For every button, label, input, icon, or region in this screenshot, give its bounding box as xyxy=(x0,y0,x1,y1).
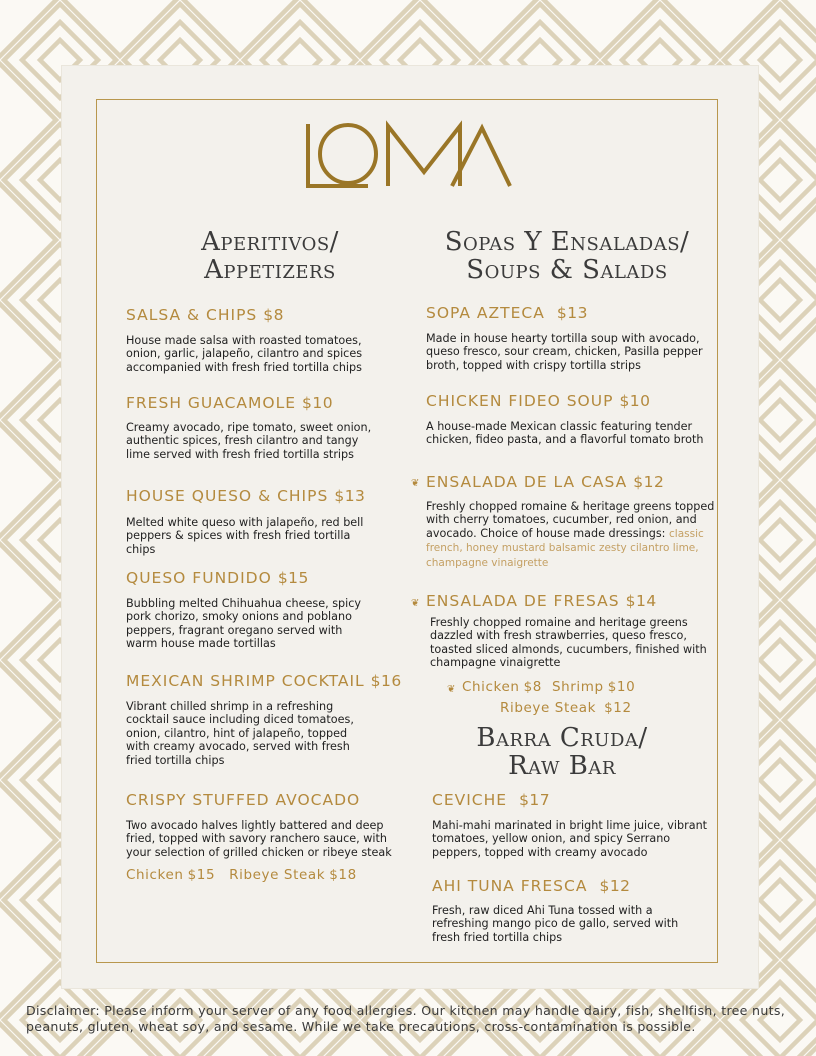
soups-title xyxy=(412,228,722,284)
item-price: $10 xyxy=(302,394,334,412)
item-name: HOUSE QUESO & CHIPS xyxy=(126,487,329,505)
item-description: A house-made Mexican classic featuring tender chicken, fideo pasta, and a flavorful tomato broth xyxy=(426,420,704,447)
item-price: $8 xyxy=(263,306,285,324)
addon-price: $8 xyxy=(523,679,542,695)
soups-title-line2: Soups & Salads xyxy=(466,255,668,285)
item-description: Freshly chopped romaine and heritage greens dazzled with fresh strawberries, queso fresco, toasted sliced almonds, cucumbers, finished with champagne vinaigrette xyxy=(430,616,707,670)
menu-item xyxy=(426,592,657,610)
item-name: CRISPY STUFFED AVOCADO xyxy=(126,791,361,809)
addon-label: Ribeye Steak xyxy=(500,700,597,716)
menu-item xyxy=(126,791,360,809)
item-price: $13 xyxy=(334,487,366,505)
item-name: MEXICAN SHRIMP COCKTAIL xyxy=(126,672,365,690)
item-price: $16 xyxy=(370,672,402,690)
addon-price: $12 xyxy=(604,700,632,716)
menu-item xyxy=(126,569,309,587)
item-description: Melted white queso with jalapeño, red bell peppers & spices with fresh fried tortilla chips xyxy=(126,516,364,556)
item-price: $17 xyxy=(519,791,551,809)
item-name: ENSALADA DE LA CASA xyxy=(426,473,628,491)
loma-logo xyxy=(302,120,514,192)
addon-label: Chicken xyxy=(462,679,520,695)
salad-addons xyxy=(462,679,639,695)
raw-bar-title xyxy=(432,724,692,780)
salad-addons-ribeye xyxy=(500,700,636,716)
menu-item xyxy=(432,791,550,809)
addon-label: Shrimp xyxy=(551,679,604,695)
menu-item xyxy=(432,877,631,895)
menu-item xyxy=(426,304,588,322)
item-price: $10 xyxy=(619,392,651,410)
soups-title-line1: Sopas Y Ensaladas/ xyxy=(444,227,690,257)
menu-item xyxy=(426,473,664,491)
leaf-icon: ❦ xyxy=(411,598,420,609)
menu-item xyxy=(126,672,402,690)
menu-item xyxy=(426,392,651,410)
allergy-disclaimer: Disclaimer: Please inform your server of any food allergies. Our kitchen may handle dairy, fish, shellfish, tree nuts, peanuts, gluten, wheat soy, and sesame. While we take precautions, cross-contamination is possible. xyxy=(26,1003,786,1034)
item-name: QUESO FUNDIDO xyxy=(126,569,272,587)
option-label: Chicken xyxy=(126,867,184,883)
item-description-text: Freshly chopped romaine & heritage greens topped with cherry tomatoes, cucumber, red onion, and avocado. Choice of house made dressings: xyxy=(426,500,715,540)
appetizers-title-line1: Aperitivos/ xyxy=(201,227,339,257)
avocado-options xyxy=(126,867,361,883)
raw-bar-title-line2: Raw Bar xyxy=(508,751,616,781)
item-name: FRESH GUACAMOLE xyxy=(126,394,297,412)
leaf-icon: ❦ xyxy=(411,478,420,489)
item-price: $12 xyxy=(599,877,631,895)
raw-bar-title-line1: Barra Cruda/ xyxy=(476,723,648,753)
item-description: House made salsa with roasted tomatoes, onion, garlic, jalapeño, cilantro and spices accompanied with fresh fried tortilla chips xyxy=(126,334,363,374)
menu-item xyxy=(126,487,365,505)
menu-item xyxy=(126,394,333,412)
item-price: $15 xyxy=(277,569,309,587)
option-price: $15 xyxy=(187,867,216,883)
item-description: Vibrant chilled shrimp in a refreshing cocktail sauce including diced tomatoes, onion, cilantro, hint of jalapeño, topped with creamy avocado, served with fresh fried tortilla chips xyxy=(126,700,354,767)
item-name: ENSALADA DE FRESAS xyxy=(426,592,620,610)
item-name: AHI TUNA FRESCA xyxy=(432,877,588,895)
item-name: CEVICHE xyxy=(432,791,508,809)
item-description: Bubbling melted Chihuahua cheese, spicy pork chorizo, smoky onions and poblano peppers, fragrant oregano served with warm house made tortillas xyxy=(126,597,362,651)
addon-price: $10 xyxy=(607,679,636,695)
item-description xyxy=(426,500,716,570)
leaf-icon: ❦ xyxy=(447,684,456,695)
menu-item xyxy=(126,306,284,324)
item-name: SALSA & CHIPS xyxy=(126,306,258,324)
option-price: $18 xyxy=(329,867,357,883)
item-price: $12 xyxy=(633,473,665,491)
appetizers-title-line2: Appetizers xyxy=(204,255,336,285)
item-description: Made in house hearty tortilla soup with avocado, queso fresco, sour cream, chicken, Pasilla pepper broth, topped with crispy tortilla strips xyxy=(426,332,703,372)
item-name: SOPA AZTECA xyxy=(426,304,545,322)
option-label: Ribeye Steak xyxy=(229,867,326,883)
appetizers-title xyxy=(140,228,400,284)
item-price: $14 xyxy=(625,592,657,610)
item-description: Fresh, raw diced Ahi Tuna tossed with a refreshing mango pico de gallo, served with fresh fried tortilla chips xyxy=(432,904,679,944)
item-description: Creamy avocado, ripe tomato, sweet onion, authentic spices, fresh cilantro and tangy lime served with fresh fried tortilla strips xyxy=(126,421,372,461)
item-name: CHICKEN FIDEO SOUP xyxy=(426,392,614,410)
item-description: Mahi-mahi marinated in bright lime juice, vibrant tomatoes, yellow onion, and spicy Serrano peppers, topped with creamy avocado xyxy=(432,819,708,859)
dressing-options: classic french, honey mustard balsamic zesty cilantro lime, champagne vinaigrette xyxy=(426,527,704,569)
item-price: $13 xyxy=(556,304,588,322)
item-description: Two avocado halves lightly battered and deep fried, topped with savory ranchero sauce, with your selection of grilled chicken or ribeye steak xyxy=(126,819,392,859)
